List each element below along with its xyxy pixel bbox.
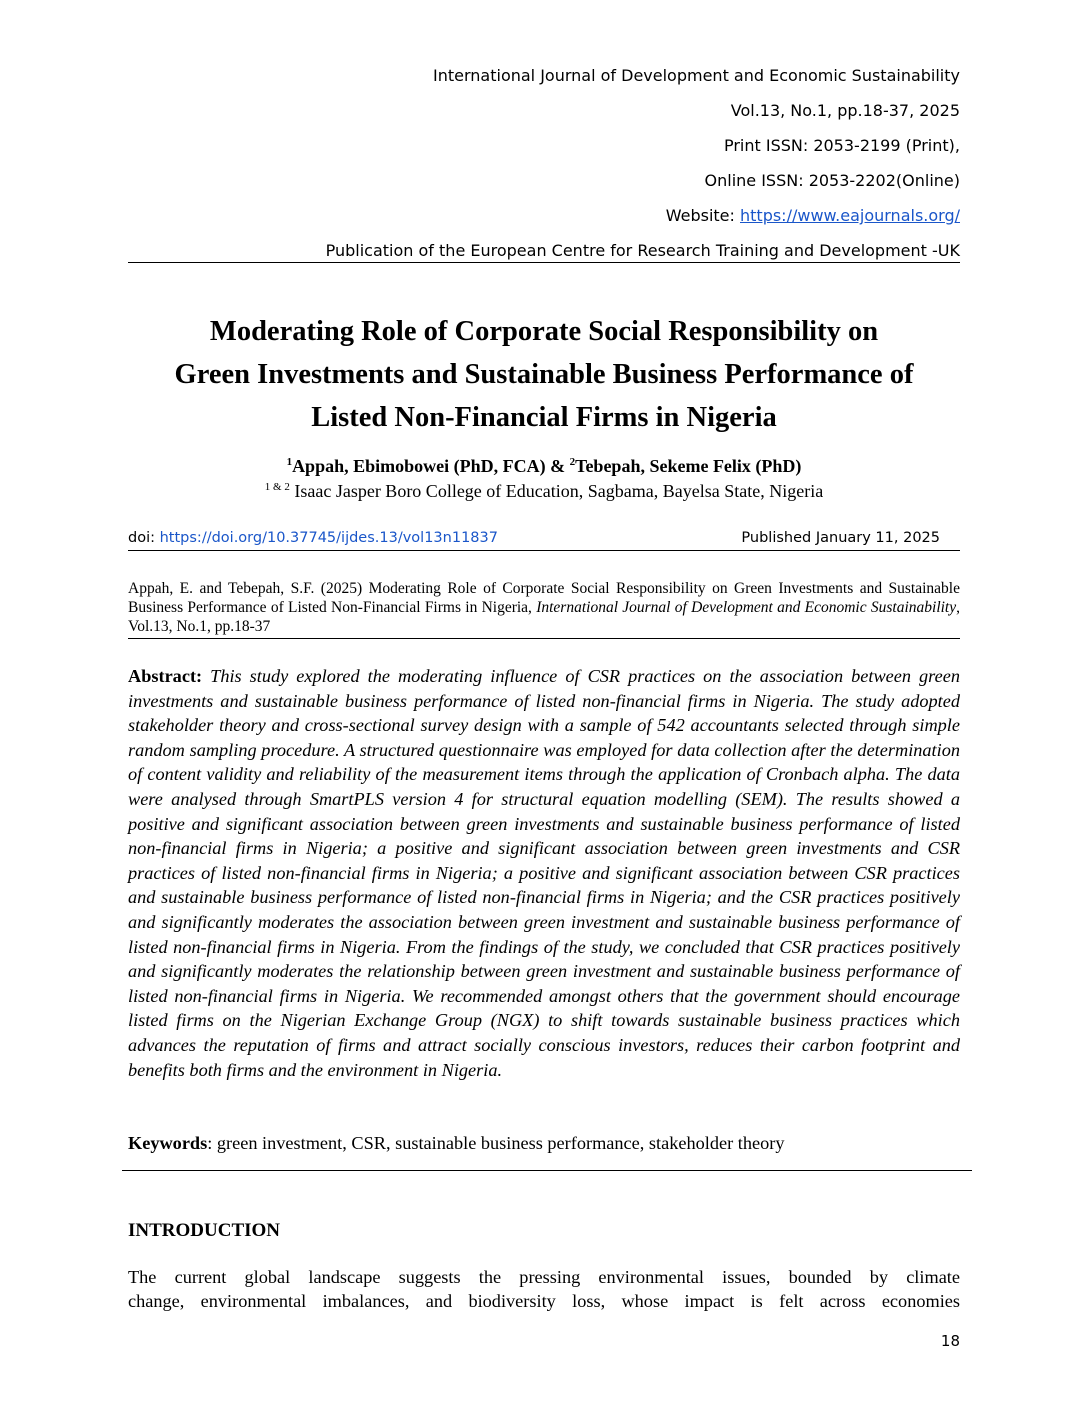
section-divider: [122, 1170, 972, 1171]
keywords-label: Keywords: [128, 1133, 208, 1153]
authors: [100, 455, 988, 477]
author1-superscript: 1: [286, 456, 293, 468]
title-line-2: Green Investments and Sustainable Business Performance of: [174, 359, 914, 390]
introduction-paragraph: [128, 1265, 960, 1313]
introduction-line-2: change, environmental imbalances, and biodiversity loss, whose impact is felt across economies: [128, 1291, 960, 1311]
website-link[interactable]: https://www.eajournals.org/: [740, 206, 960, 225]
author2: Tebepah, Sekeme Felix (PhD): [575, 456, 802, 476]
article-title: [100, 310, 988, 439]
author1: Appah, Ebimobowei (PhD, FCA) &: [292, 456, 570, 476]
doi-label: doi:: [128, 530, 160, 546]
website-label: Website:: [665, 206, 740, 225]
title-line-3: Listed Non-Financial Firms in Nigeria: [311, 402, 777, 433]
published-date: Published January 11, 2025: [741, 530, 940, 546]
affiliation-superscript: 1 & 2: [264, 481, 290, 493]
publisher-line: Publication of the European Centre for Research Training and Development -UK: [128, 241, 960, 263]
abstract: [128, 664, 960, 1082]
print-issn: Print ISSN: 2053-2199 (Print),: [723, 136, 960, 155]
title-line-1: Moderating Role of Corporate Social Responsibility on: [209, 316, 879, 347]
affiliation-text: Isaac Jasper Boro College of Education, Sagbama, Bayelsa State, Nigeria: [289, 481, 824, 501]
keywords-text: : green investment, CSR, sustainable business performance, stakeholder theory: [207, 1133, 785, 1153]
citation: [128, 579, 960, 639]
abstract-label: Abstract:: [128, 666, 203, 686]
citation-text-start: Appah, E. and Tebepah, S.F. (2025) Moderating Role of Corporate Social Responsibility on Green Investments and Sustainable Business Performance of Listed Non-Financial Firms in Nigeria,: [128, 580, 960, 616]
introduction-heading: INTRODUCTION: [128, 1220, 281, 1241]
volume-info: Vol.13, No.1, pp.18-37, 2025: [730, 101, 960, 120]
online-issn: Online ISSN: 2053-2202(Online): [704, 171, 960, 190]
doi-link[interactable]: https://doi.org/10.37745/ijdes.13/vol13n11837: [159, 530, 498, 546]
introduction-line-1: The current global landscape suggests the pressing environmental issues, bounded by climate: [128, 1267, 960, 1287]
website-line: [666, 206, 960, 226]
citation-text-end: , Vol.13, No.1, pp.18-37: [128, 599, 960, 635]
abstract-text: This study explored the moderating influence of CSR practices on the association between green investments and sustainable business performance of listed non-financial firms in Nigeria. The study adopted stakeholder theory and cross-sectional survey design with a sample of 542 accountants selected through simple random sampling procedure. A structured questionnaire was employed for data collection after the determination of content validity and reliability of the measurement items through the application of Cronbach alpha. The data were analysed through SmartPLS version 4 for structural equation modelling (SEM). The results showed a positive and significant association between green investments and sustainable business performance of listed non-financial firms in Nigeria; a positive and significant association between green investments and CSR practices of listed non-financial firms in Nigeria; a positive and significant association between CSR practices and sustainable business performance of listed non-financial firms in Nigeria; and the CSR practices positively and significantly moderates the association between green investment and sustainable business performance of listed non-financial firms in Nigeria. From the findings of the study, we concluded that CSR practices positively and significantly moderates the relationship between green investment and sustainable business performance of listed non-financial firms in Nigeria. We recommended amongst others that the government should encourage listed firms on the Nigerian Exchange Group (NGX) to shift towards sustainable business practices which advances the reputation of firms and attract socially conscious investors, reduces their carbon footprint and benefits both firms and the environment in Nigeria.: [128, 666, 960, 1080]
author2-superscript: 2: [569, 456, 576, 468]
doi-row: [128, 528, 960, 551]
page-number: 18: [940, 1332, 960, 1350]
affiliation: [100, 480, 988, 502]
keywords: [128, 1131, 960, 1155]
journal-name: International Journal of Development and Economic Sustainability: [433, 66, 960, 85]
citation-journal: International Journal of Development and Economic Sustainability: [536, 599, 957, 616]
